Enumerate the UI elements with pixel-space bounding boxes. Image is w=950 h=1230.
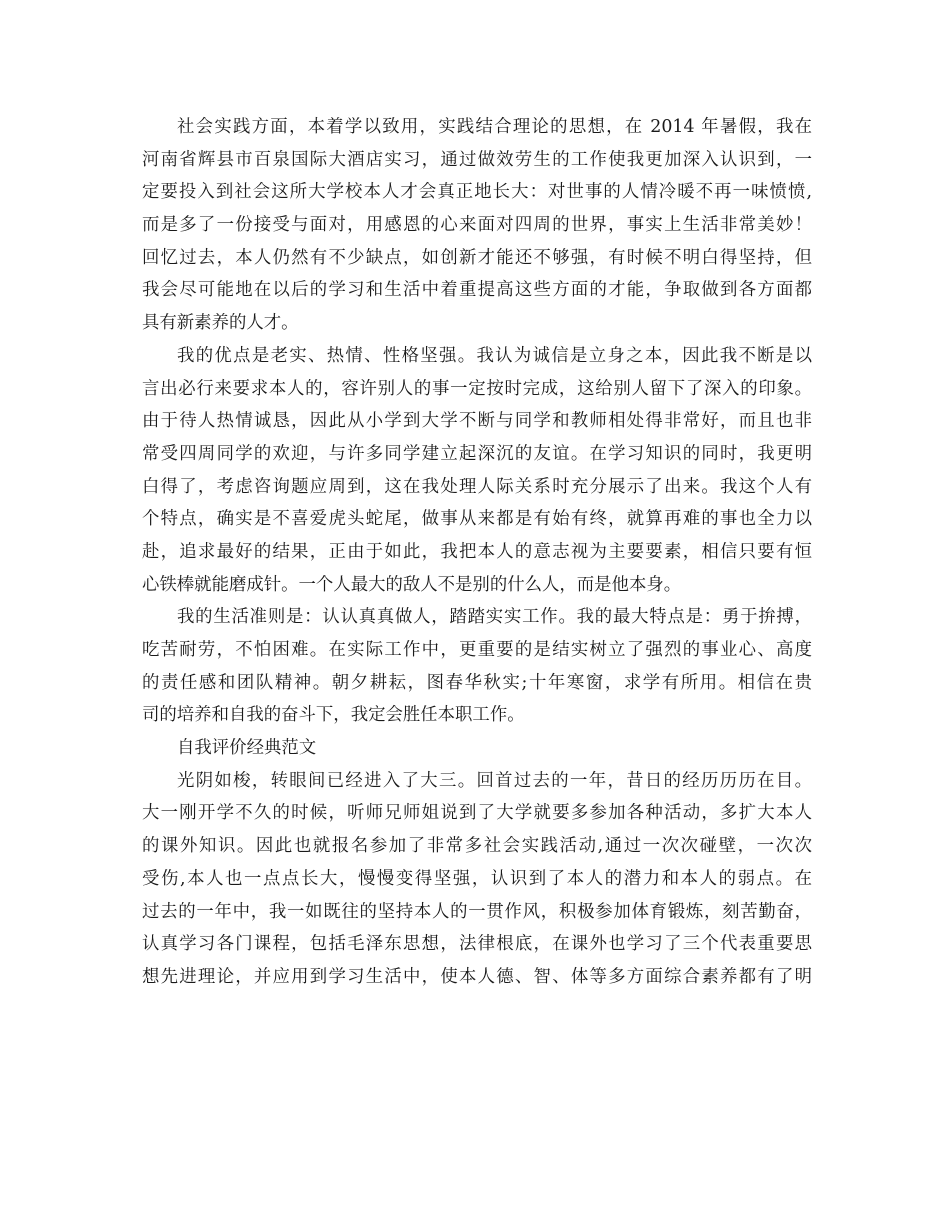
- paragraph-line: 想先进理论，并应用到学习生活中，使本人德、智、体等多方面综合素养都有了明: [142, 966, 812, 987]
- paragraph-line: 大一刚开学不久的时候，听师兄师姐说到了大学就要多参加各种活动，多扩大本人: [142, 803, 812, 824]
- paragraph-line: 受伤,本人也一点点长大，慢慢变得坚强，认识到了本人的潜力和本人的弱点。在: [142, 868, 812, 889]
- document-body: [142, 111, 812, 994]
- paragraph-first-line: 我的优点是老实、热情、性格坚强。我认为诚信是立身之本，因此我不断是以: [177, 345, 812, 366]
- paragraph-line: 吃苦耐劳，不怕困难。在实际工作中，更重要的是结实树立了强烈的事业心、高度: [142, 640, 812, 660]
- paragraph-line: 具有新素养的人才。: [142, 313, 299, 334]
- paragraph-line: 定要投入到社会这所大学校本人才会真正地长大：对世事的人情冷暖不再一味愤愤,: [142, 182, 812, 203]
- paragraph-line: 而是多了一份接受与面对，用感恩的心来面对四周的世界，事实上生活非常美妙！: [142, 215, 812, 236]
- paragraph-line: 赴，追求最好的结果，正由于如此，我把本人的意志视为主要要素，相信只要有恒: [142, 541, 812, 562]
- paragraph-line: 认真学习各门课程，包括毛泽东思想，法律根底，在课外也学习了三个代表重要思: [142, 934, 812, 955]
- paragraph-line: 由于待人热情诚恳，因此从小学到大学不断与同学和教师相处得非常好，而且也非: [142, 411, 812, 432]
- paragraph-line: 个特点，确实是不喜爱虎头蛇尾，做事从来都是有始有终，就算再难的事也全力以: [142, 509, 812, 530]
- paragraph-line: 河南省辉县市百泉国际大酒店实习，通过做效劳生的工作使我更加深入认识到，一: [142, 149, 812, 170]
- paragraph-line: 心铁棒就能磨成针。一个人最大的敌人不是别的什么人，而是他本身。: [142, 574, 682, 595]
- paragraph-line: 回忆过去，本人仍然有不少缺点，如创新才能还不够强，有时候不明白得坚持，但: [142, 247, 812, 268]
- paragraph-line: 言出必行来要求本人的，容许别人的事一定按时完成，这给别人留下了深入的印象。: [142, 378, 812, 399]
- paragraph-line: 过去的一年中，我一如既往的坚持本人的一贯作风，积极参加体育锻炼，刻苦勤奋，: [142, 901, 812, 922]
- paragraph-first-line: 自我评价经典范文: [177, 738, 317, 759]
- paragraph-line: 的责任感和团队精神。朝夕耕耘，图春华秋实;十年寒窗，求学有所用。相信在贵: [142, 672, 812, 693]
- paragraph-first-line: 光阴如梭，转眼间已经进入了大三。回首过去的一年，昔日的经历历历在目。: [177, 770, 812, 791]
- paragraph-line: 的课外知识。因此也就报名参加了非常多社会实践活动,通过一次次碰壁，一次次: [142, 836, 812, 857]
- paragraph-first-line: 我的生活准则是：认认真真做人，踏踏实实工作。我的最大特点是：勇于拚搏，: [177, 607, 812, 628]
- paragraph-line: 白得了，考虑咨询题应周到，这在我处理人际关系时充分展示了出来。我这个人有: [142, 476, 812, 497]
- paragraph-line: 司的培养和自我的奋斗下，我定会胜任本职工作。: [142, 705, 525, 726]
- paragraph-line: 常受四周同学的欢迎，与许多同学建立起深沉的友谊。在学习知识的同时，我更明: [142, 443, 812, 464]
- paragraph-first-line: 社会实践方面，本着学以致用，实践结合理论的思想，在 2014 年暑假，我在: [177, 117, 812, 137]
- paragraph-line: 我会尽可能地在以后的学习和生活中着重提高这些方面的才能，争取做到各方面都: [142, 280, 812, 301]
